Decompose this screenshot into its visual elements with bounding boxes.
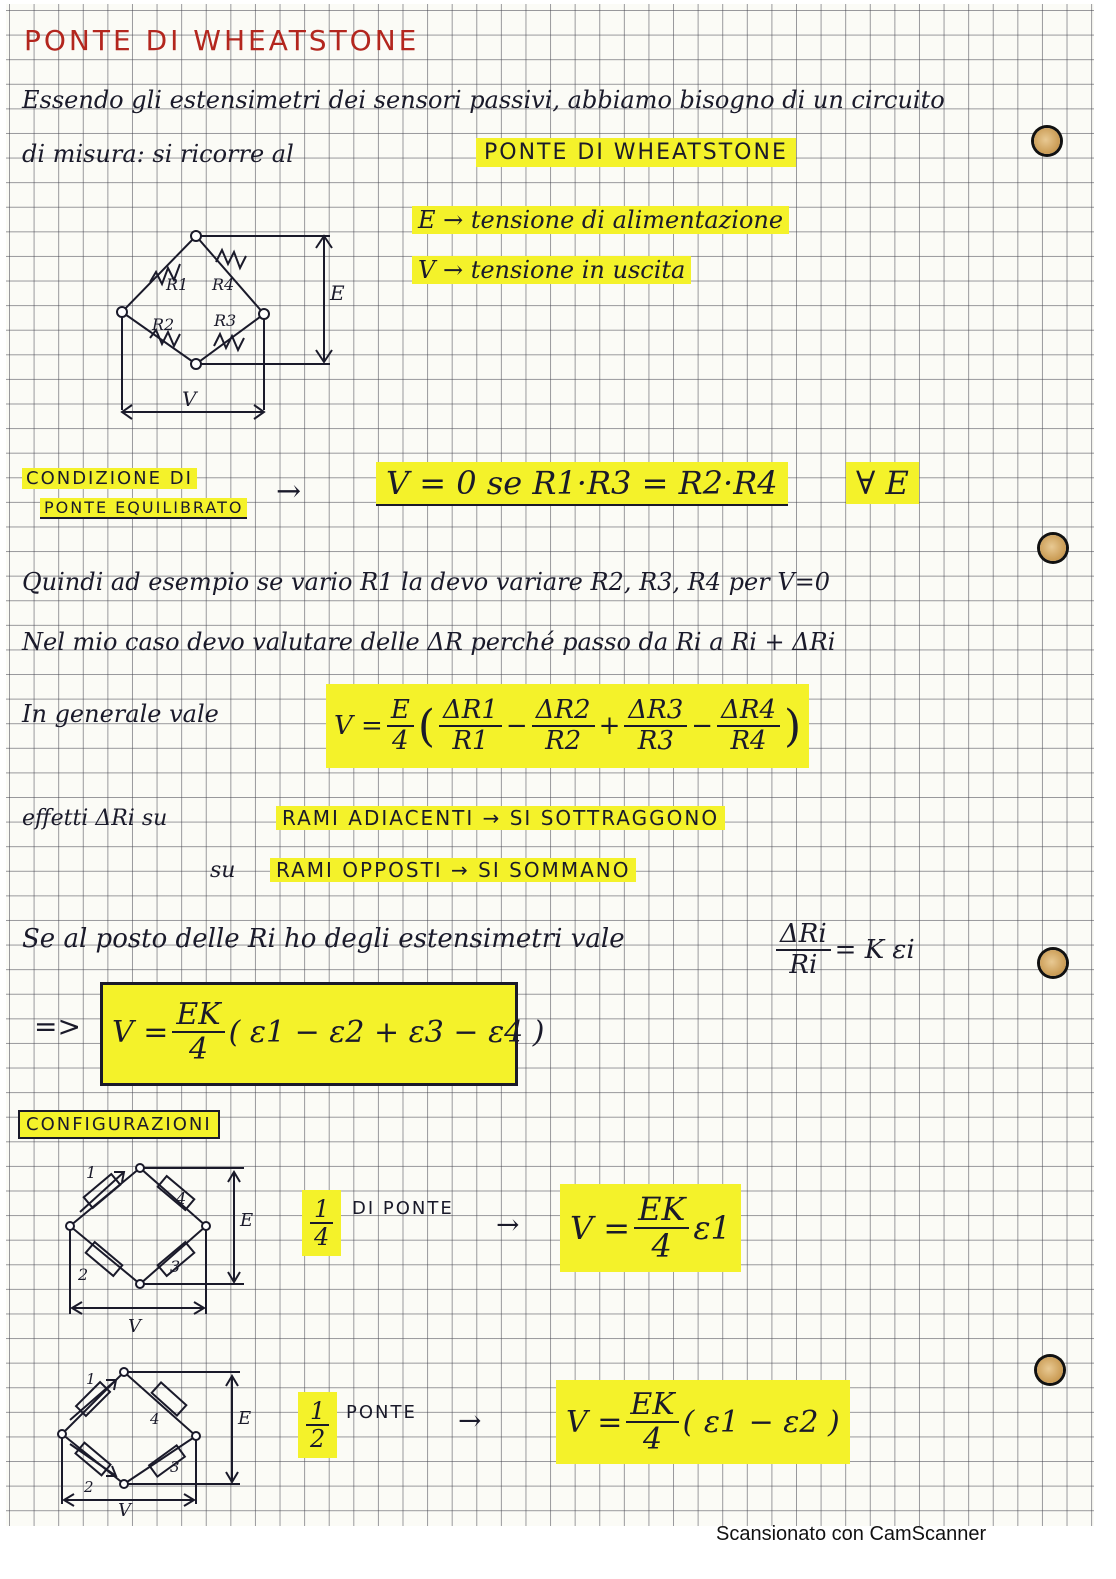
result-lhs: V = — [112, 1014, 169, 1050]
h-label-4: 4 — [150, 1410, 160, 1428]
half-lhs: V = — [566, 1404, 623, 1440]
term-3-num: ΔR3 — [624, 696, 687, 727]
half-fraction — [298, 1392, 337, 1458]
scanner-watermark: Scansionato con CamScanner — [716, 1523, 987, 1545]
term-4-num: ΔR4 — [717, 696, 780, 727]
balance-forall: ∀ E — [846, 462, 919, 504]
quarter-frac-den: 4 — [314, 1223, 330, 1251]
legend-e: E → tensione di alimentazione — [412, 206, 789, 234]
op-minus-2: − — [691, 711, 714, 741]
h-label-3: 3 — [170, 1458, 180, 1476]
q-label-1: 1 — [86, 1163, 97, 1182]
label-r1: R1 — [166, 275, 189, 294]
strain-frac-den: Ri — [789, 950, 818, 980]
result-body: ( ε1 − ε2 + ε3 − ε4 ) — [228, 1014, 545, 1050]
term-1-den: R1 — [452, 726, 489, 756]
half-body: ( ε1 − ε2 ) — [682, 1404, 840, 1440]
half-label: PONTE — [346, 1402, 417, 1423]
effects-row2-text: RAMI OPPOSTI → SI SOMMANO — [270, 858, 636, 882]
quarter-frac-num: 1 — [310, 1196, 333, 1224]
op-plus: + — [598, 711, 621, 741]
half-num: EK — [626, 1388, 678, 1423]
balance-arrow: → — [276, 474, 302, 509]
quarter-num: EK — [634, 1192, 689, 1229]
h-label-e: E — [238, 1408, 252, 1429]
quarter-den: 4 — [651, 1227, 672, 1265]
q-label-4: 4 — [176, 1189, 187, 1208]
strain-line: Se al posto delle Ri ho degli estensimetri vale — [22, 924, 625, 954]
effects-row1-prefix: effetti ΔRi su — [22, 806, 168, 831]
result-den: 4 — [188, 1032, 209, 1067]
h-label-v: V — [118, 1500, 131, 1521]
h-label-1: 1 — [86, 1370, 96, 1388]
text-line-1: Quindi ad esempio se vario R1 la devo variare R2, R3, R4 per V=0 — [22, 568, 831, 596]
q-label-2: 2 — [78, 1265, 89, 1284]
general-lhs: V = — [334, 711, 383, 741]
half-den: 4 — [642, 1422, 663, 1457]
quarter-lhs: V = — [570, 1209, 631, 1247]
quarter-arrow: → — [496, 1208, 520, 1241]
half-arrow: → — [458, 1404, 482, 1437]
strain-rhs: = K εi — [834, 935, 915, 965]
page-title: PONTE DI WHEATSTONE — [24, 24, 420, 57]
q-label-e: E — [240, 1210, 254, 1231]
label-r2: R2 — [152, 315, 175, 334]
term-4-den: R4 — [730, 726, 767, 756]
text-line-2: Nel mio caso devo valutare delle ΔR perché passo da Ri a Ri + ΔRi — [22, 628, 836, 656]
half-frac — [306, 1398, 329, 1453]
coef-num: E — [387, 696, 414, 727]
term-2-num: ΔR2 — [532, 696, 595, 727]
q-label-3: 3 — [170, 1257, 181, 1276]
result-num: EK — [172, 998, 224, 1033]
term-3-den: R3 — [637, 726, 674, 756]
close-paren: ) — [784, 700, 802, 752]
result-arrow: => — [34, 1010, 81, 1043]
half-frac-den: 2 — [310, 1425, 326, 1453]
text-line-3: In generale vale — [22, 700, 219, 728]
half-formula — [556, 1380, 850, 1464]
half-ek-fraction — [626, 1388, 678, 1456]
label-r4: R4 — [212, 275, 235, 294]
quarter-body: ε1 — [693, 1209, 731, 1247]
label-v: V — [182, 387, 197, 411]
q-label-v: V — [128, 1316, 141, 1337]
configurations-heading: CONFIGURAZIONI — [18, 1110, 220, 1139]
label-r3: R3 — [214, 311, 237, 330]
strain-frac-num: ΔRi — [776, 920, 831, 951]
effects-row1-text: RAMI ADIACENTI → SI SOTTRAGGONO — [276, 806, 725, 830]
effects-row2-prefix: su — [210, 858, 236, 883]
half-frac-num: 1 — [306, 1398, 329, 1426]
h-label-2: 2 — [84, 1478, 94, 1496]
open-paren: ( — [417, 700, 435, 752]
intro-line-1: Essendo gli estensimetri dei sensori passivi, abbiamo bisogno di un circuito — [22, 86, 945, 114]
intro-line-2: di misura: si ricorre al — [22, 140, 294, 168]
balance-formula: V = 0 se R1·R3 = R2·R4 — [376, 462, 788, 506]
term-2-den: R2 — [545, 726, 582, 756]
op-minus-1: − — [505, 711, 528, 741]
quarter-label: DI PONTE — [352, 1198, 454, 1219]
term-1-num: ΔR1 — [439, 696, 502, 727]
legend-v: V → tensione in uscita — [412, 256, 691, 284]
balance-label-line1: CONDIZIONE DI — [22, 468, 197, 489]
label-e: E — [330, 281, 345, 305]
coef-den: 4 — [392, 726, 409, 756]
balance-label-line2: PONTE EQUILIBRATO — [40, 498, 247, 519]
bridge-name-highlight: PONTE DI WHEATSTONE — [476, 138, 796, 167]
